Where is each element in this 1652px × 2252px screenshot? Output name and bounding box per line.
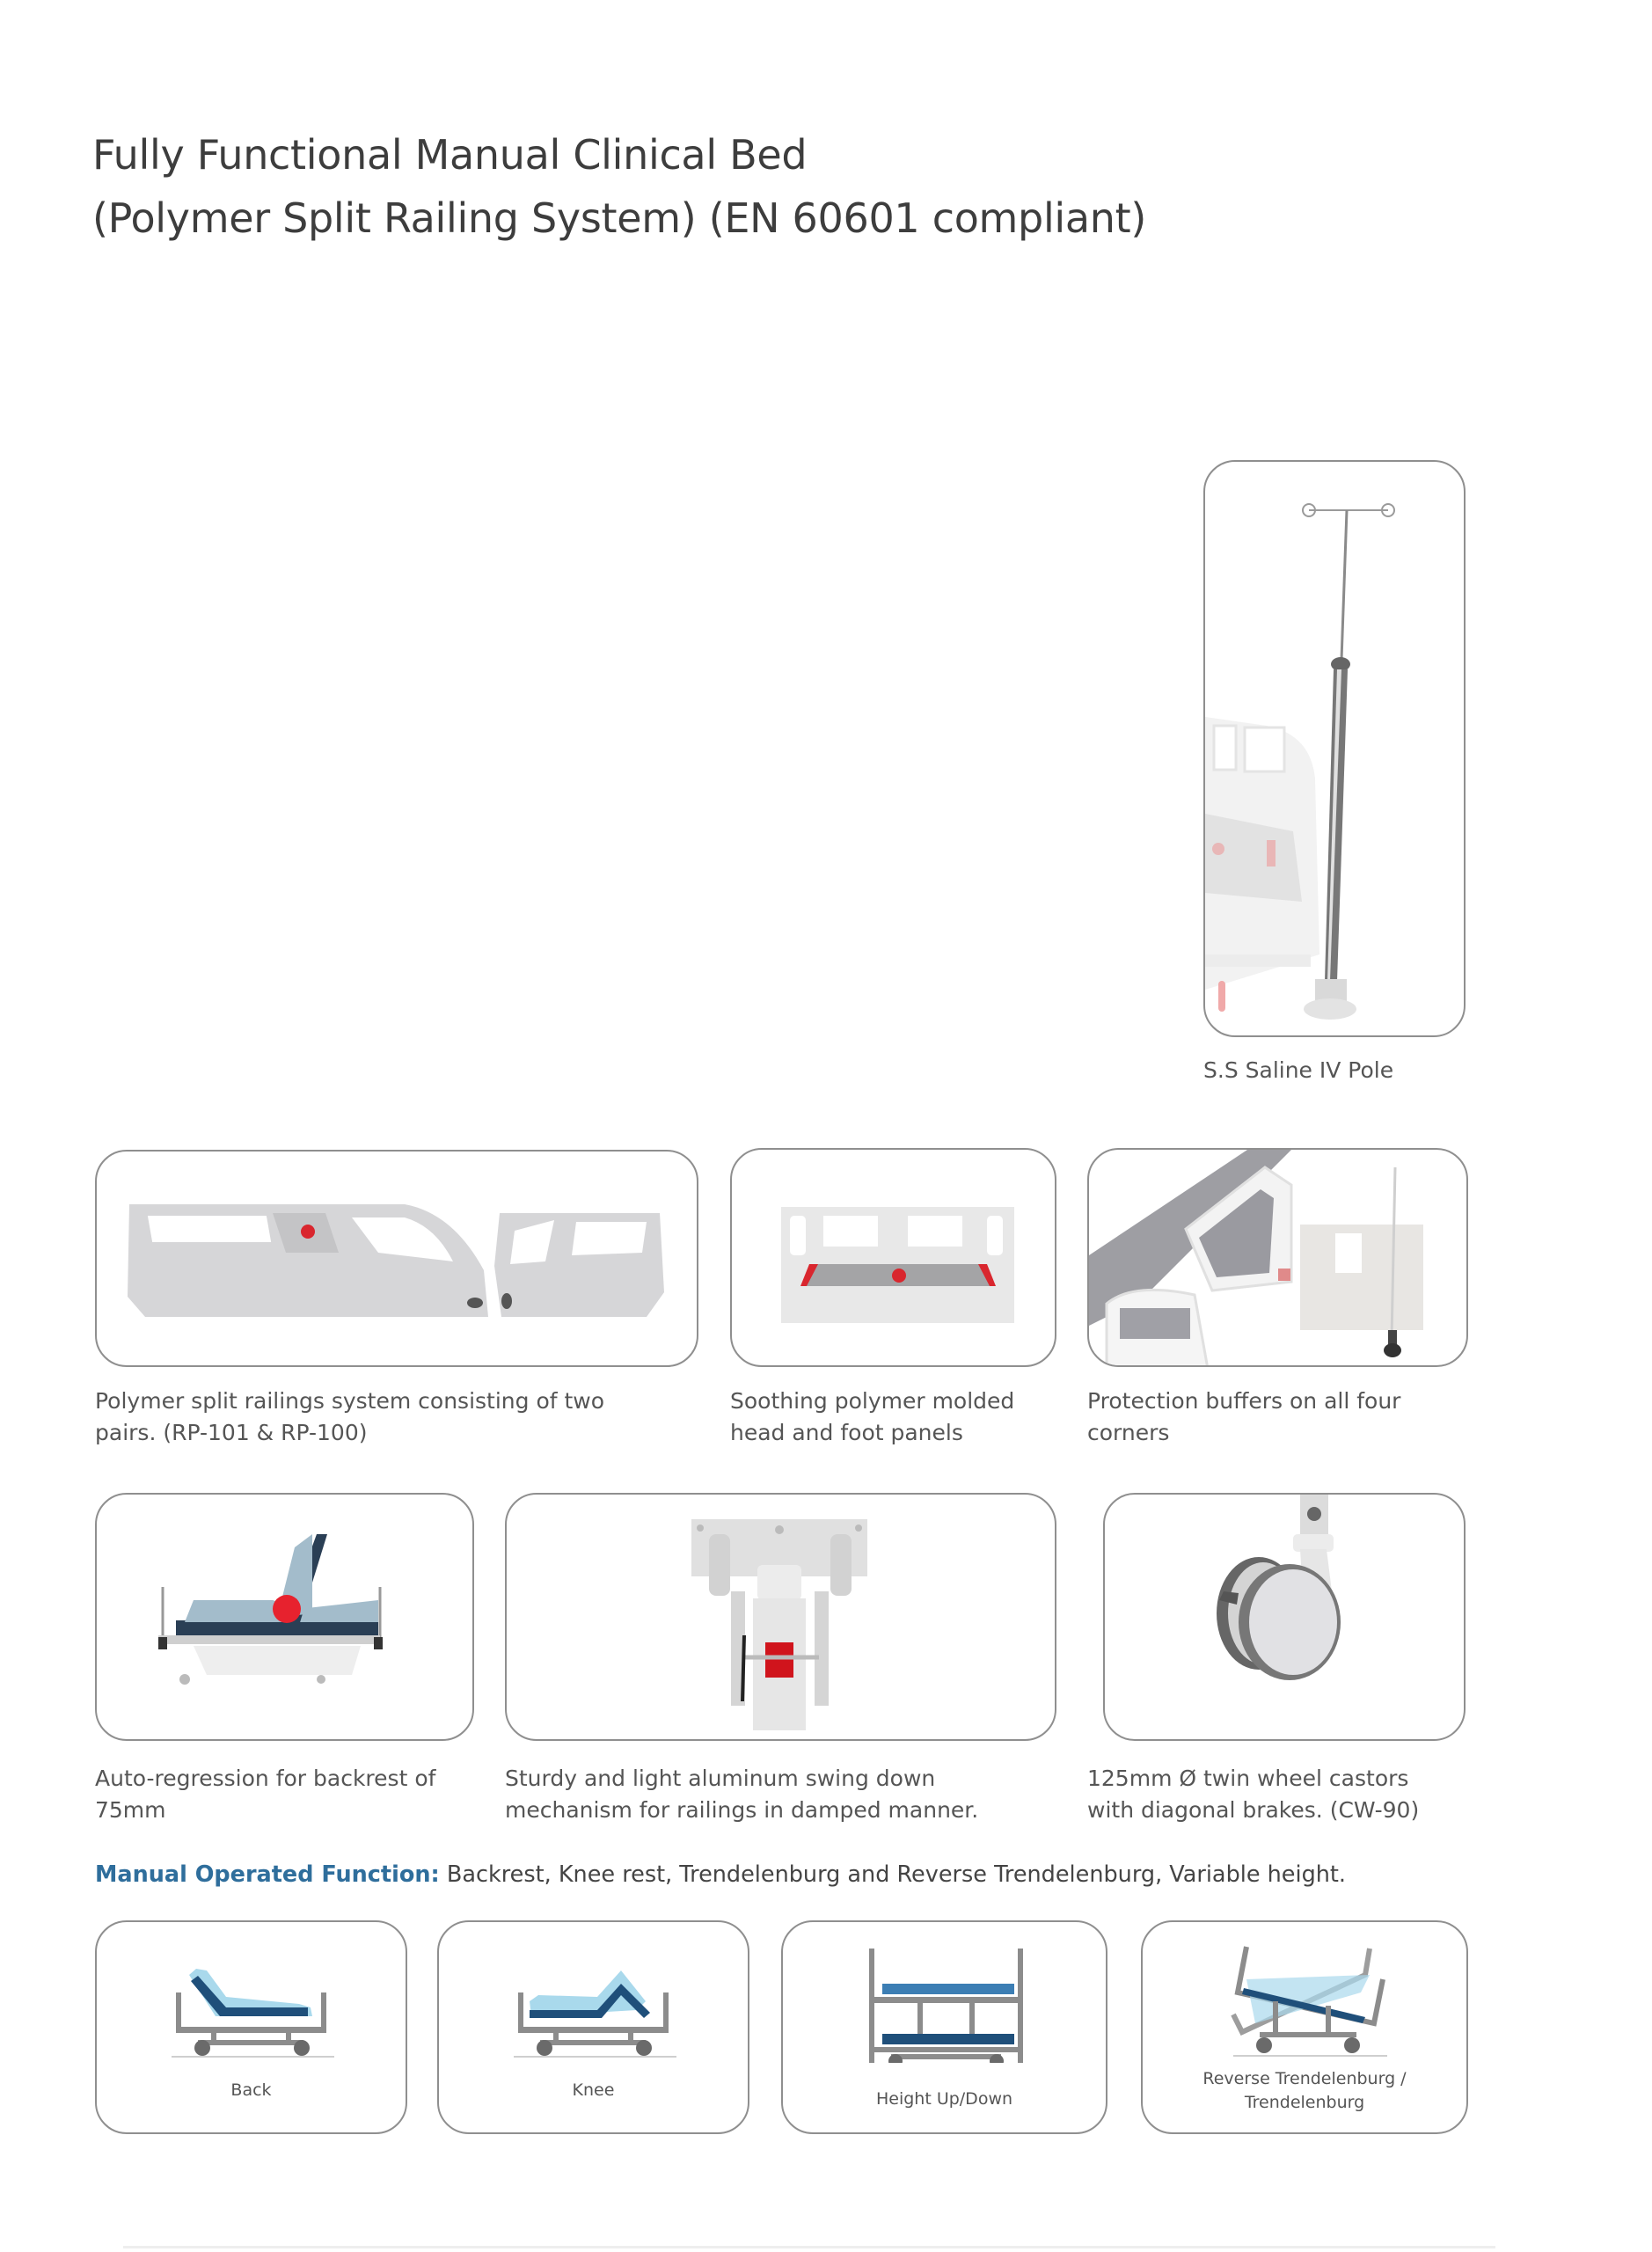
manual-function-label: Manual Operated Function: <box>95 1861 440 1888</box>
feature-caption-castors: 125mm Ø twin wheel castors with diagonal brakes. (CW-90) <box>1087 1766 1420 1823</box>
bottom-divider <box>123 2246 1495 2248</box>
function-label-trendelenburg: Trendelenburg <box>1244 2093 1365 2112</box>
feature-card-protection-buffers <box>1087 1148 1468 1367</box>
twin-wheel-castor-image <box>1105 1495 1466 1741</box>
swing-down-mechanism-image <box>507 1495 1056 1741</box>
split-railing-image <box>97 1152 698 1367</box>
feature-card-head-foot-panels <box>730 1148 1056 1367</box>
auto-regression-image <box>97 1495 474 1741</box>
page-title <box>92 123 1146 250</box>
function-label-height: Height Up/Down <box>875 2089 1013 2109</box>
function-card-height <box>781 1920 1107 2134</box>
title-line-1: Fully Functional Manual Clinical Bed <box>92 131 808 179</box>
feature-caption-swing-down: Sturdy and light aluminum swing down mechanism for railings in damped manner. <box>505 1766 979 1823</box>
feature-caption-head-foot-panels: Soothing polymer molded head and foot panels <box>730 1388 1015 1445</box>
manual-function-line <box>95 1861 1346 1888</box>
function-card-knee <box>437 1920 749 2134</box>
function-label-back: Back <box>230 2080 272 2100</box>
function-label-knee: Knee <box>572 2080 615 2100</box>
knee-position-icon <box>514 1962 676 2058</box>
feature-caption-auto-regression: Auto-regression for backrest of 75mm <box>95 1766 436 1823</box>
title-line-2: (Polymer Split Railing System) (EN 60601 compliant) <box>92 194 1147 242</box>
protection-buffer-image <box>1089 1150 1468 1367</box>
feature-caption-split-railing: Polymer split railings system consisting of two pairs. (RP-101 & RP-100) <box>95 1388 605 1445</box>
back-position-icon <box>172 1962 334 2058</box>
feature-caption-protection-buffers: Protection buffers on all four corners <box>1087 1388 1401 1445</box>
trendelenburg-position-icon <box>1224 1940 1392 2058</box>
function-card-trendelenburg <box>1141 1920 1468 2134</box>
manual-function-text: Backrest, Knee rest, Trendelenburg and Reverse Trendelenburg, Variable height. <box>439 1861 1347 1888</box>
height-position-icon <box>865 1949 1027 2063</box>
feature-card-split-railing <box>95 1150 698 1367</box>
iv-pole-image <box>1205 462 1466 1037</box>
iv-pole-card <box>1203 460 1466 1037</box>
iv-pole-caption: S.S Saline IV Pole <box>1203 1057 1394 1083</box>
feature-card-castors <box>1103 1493 1466 1741</box>
head-foot-panel-image <box>732 1150 1056 1367</box>
function-card-back <box>95 1920 407 2134</box>
feature-card-swing-down <box>505 1493 1056 1741</box>
feature-card-auto-regression <box>95 1493 474 1741</box>
function-label-reverse-trendelenburg: Reverse Trendelenburg / <box>1202 2069 1407 2088</box>
